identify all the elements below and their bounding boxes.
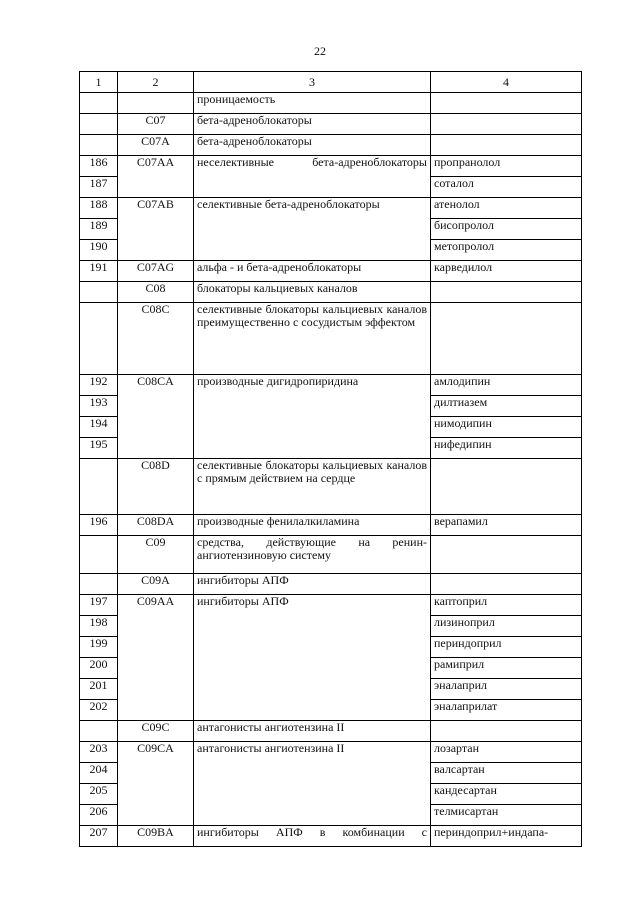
drug-name-cell (431, 135, 582, 156)
table-row (80, 282, 582, 303)
drug-name-cell: метопролол (431, 240, 582, 261)
table-row (80, 198, 582, 219)
row-number-cell: 186 (80, 156, 118, 177)
atc-code-cell: C09CA (118, 742, 194, 826)
atc-code-cell: C07 (118, 114, 194, 135)
description-cell: ингибиторы АПФ (194, 574, 431, 595)
atc-code-cell (118, 93, 194, 114)
drug-name-cell (431, 574, 582, 595)
row-number-cell: 203 (80, 742, 118, 763)
row-number-cell (80, 303, 118, 375)
atc-code-cell: C08 (118, 282, 194, 303)
row-number-cell (80, 282, 118, 303)
description-cell: ингибиторы АПФ в комбинации с (194, 826, 431, 847)
description-cell: блокаторы кальциевых каналов (194, 282, 431, 303)
row-number-cell (80, 536, 118, 574)
description-cell: ингибиторы АПФ (194, 595, 431, 721)
description-cell: альфа - и бета-адреноблокаторы (194, 261, 431, 282)
drug-name-cell: карведилол (431, 261, 582, 282)
row-number-cell: 206 (80, 805, 118, 826)
drug-name-cell: амлодипин (431, 375, 582, 396)
atc-code-cell: C08DA (118, 515, 194, 536)
row-number-cell: 196 (80, 515, 118, 536)
description-cell: производные фенилалкиламина (194, 515, 431, 536)
description-cell: антагонисты ангиотензина II (194, 742, 431, 826)
row-number-cell: 200 (80, 658, 118, 679)
table-row (80, 721, 582, 742)
drug-name-cell: пропранолол (431, 156, 582, 177)
atc-code-cell: C09 (118, 536, 194, 574)
description-cell: бета-адреноблокаторы (194, 135, 431, 156)
description-cell: проницаемость (194, 93, 431, 114)
drug-name-cell: периндоприл (431, 637, 582, 658)
page-number: 22 (314, 44, 326, 58)
table-row (80, 595, 582, 616)
drug-name-cell: телмисартан (431, 805, 582, 826)
row-number-cell (80, 721, 118, 742)
row-number-cell (80, 574, 118, 595)
drug-name-cell (431, 721, 582, 742)
row-number-cell: 189 (80, 219, 118, 240)
row-number-cell: 207 (80, 826, 118, 847)
table-row (80, 574, 582, 595)
row-number-cell: 198 (80, 616, 118, 637)
description-cell: селективные блокаторы кальциевых каналов с прямым действием на сердце (194, 459, 431, 515)
row-number-cell: 199 (80, 637, 118, 658)
atc-code-cell: C07AB (118, 198, 194, 261)
atc-code-cell: C09A (118, 574, 194, 595)
row-number-cell: 194 (80, 417, 118, 438)
row-number-cell: 193 (80, 396, 118, 417)
atc-code-cell: C09AA (118, 595, 194, 721)
drug-name-cell: бисопролол (431, 219, 582, 240)
row-number-cell: 201 (80, 679, 118, 700)
drug-name-cell (431, 303, 582, 375)
drug-name-cell: верапамил (431, 515, 582, 536)
drug-name-cell: нимодипин (431, 417, 582, 438)
table-row (80, 303, 582, 375)
row-number-cell (80, 93, 118, 114)
drug-name-cell: каптоприл (431, 595, 582, 616)
drug-name-cell (431, 93, 582, 114)
drug-name-cell: соталол (431, 177, 582, 198)
drug-classification-table (79, 71, 582, 847)
drug-name-cell: эналаприл (431, 679, 582, 700)
description-cell: средства, действующие на ренин-ангиотензиновую систему (194, 536, 431, 574)
table-row (80, 536, 582, 574)
description-cell: производные дигидропиридина (194, 375, 431, 459)
row-number-cell (80, 114, 118, 135)
table-row (80, 114, 582, 135)
drug-name-cell: дилтиазем (431, 396, 582, 417)
row-number-cell: 190 (80, 240, 118, 261)
drug-name-cell: рамиприл (431, 658, 582, 679)
table-row (80, 515, 582, 536)
row-number-cell (80, 135, 118, 156)
row-number-cell: 192 (80, 375, 118, 396)
drug-name-cell: атенолол (431, 198, 582, 219)
row-number-cell: 195 (80, 438, 118, 459)
atc-code-cell: C08CA (118, 375, 194, 459)
drug-name-cell (431, 114, 582, 135)
description-cell: антагонисты ангиотензина II (194, 721, 431, 742)
row-number-cell: 205 (80, 784, 118, 805)
column-header-3: 3 (194, 72, 431, 93)
table-row (80, 261, 582, 282)
row-number-cell: 202 (80, 700, 118, 721)
table-row (80, 742, 582, 763)
atc-code-cell: C07A (118, 135, 194, 156)
row-number-cell: 191 (80, 261, 118, 282)
column-header-2: 2 (118, 72, 194, 93)
atc-code-cell: C08C (118, 303, 194, 375)
drug-name-cell (431, 459, 582, 515)
atc-code-cell: C09C (118, 721, 194, 742)
drug-name-cell: лизиноприл (431, 616, 582, 637)
atc-code-cell: C08D (118, 459, 194, 515)
row-number-cell: 187 (80, 177, 118, 198)
row-number-cell (80, 459, 118, 515)
table-row (80, 156, 582, 177)
atc-code-cell: C07AG (118, 261, 194, 282)
drug-name-cell: лозартан (431, 742, 582, 763)
table-row (80, 93, 582, 114)
atc-code-cell: C07AA (118, 156, 194, 198)
table-row (80, 826, 582, 847)
row-number-cell: 188 (80, 198, 118, 219)
table-row (80, 135, 582, 156)
drug-name-cell: нифедипин (431, 438, 582, 459)
description-cell: неселективные бета-адреноблокаторы (194, 156, 431, 198)
drug-name-cell: периндоприл+индапа- (431, 826, 582, 847)
drug-name-cell (431, 536, 582, 574)
description-cell: селективные бета-адреноблокаторы (194, 198, 431, 261)
drug-name-cell (431, 282, 582, 303)
table-row (80, 459, 582, 515)
row-number-cell: 197 (80, 595, 118, 616)
drug-name-cell: кандесартан (431, 784, 582, 805)
table-row (80, 375, 582, 396)
drug-name-cell: эналаприлат (431, 700, 582, 721)
drug-name-cell: валсартан (431, 763, 582, 784)
description-cell: селективные блокаторы кальциевых каналов преимущественно с сосудистым эффектом (194, 303, 431, 375)
description-cell: бета-адреноблокаторы (194, 114, 431, 135)
column-header-4: 4 (431, 72, 582, 93)
column-header-1: 1 (80, 72, 118, 93)
row-number-cell: 204 (80, 763, 118, 784)
table-header-row (80, 72, 582, 93)
atc-code-cell: C09BA (118, 826, 194, 847)
